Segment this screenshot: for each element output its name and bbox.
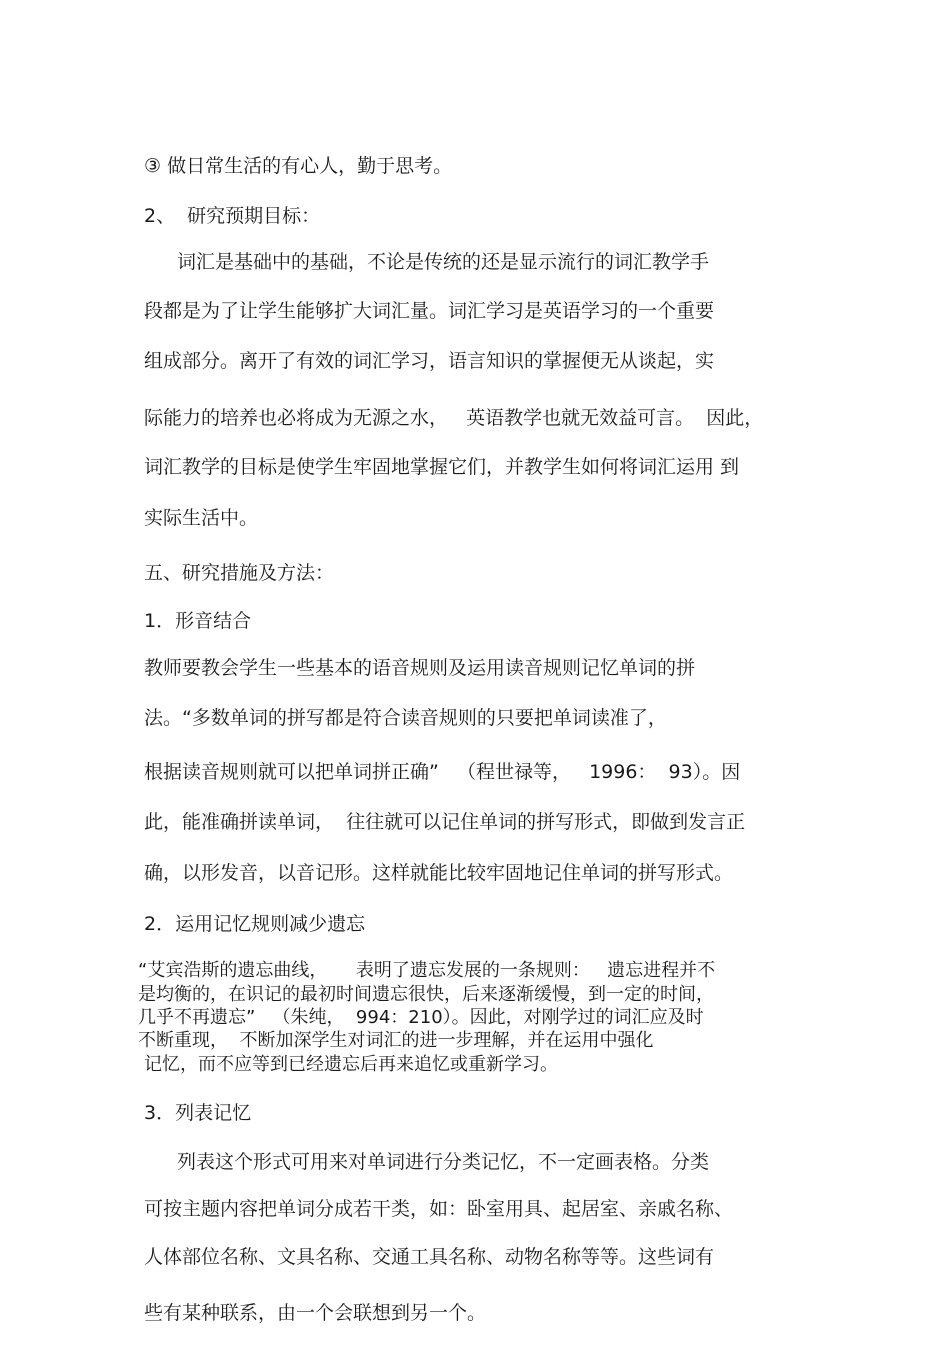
paragraph-line: 列表这个形式可用来对单词进行分类记忆，不一定画表格。分类 xyxy=(177,1151,710,1173)
paragraph-line: 确，以形发音，以音记形。这样就能比较牢固地记住单词的拼写形式。 xyxy=(144,862,734,884)
subheading-list-memory: 3．列表记忆 xyxy=(144,1102,252,1124)
quote-line: 是均衡的，在识记的最初时间遗忘很快，后来逐渐缓慢，到一定的时间， xyxy=(138,984,714,1005)
paragraph-line: 实际生活中。 xyxy=(144,507,259,529)
paragraph-line: 根据读音规则就可以把单词拼正确” （程世禄等， 1996： 93）。因 xyxy=(144,761,741,783)
paragraph-line: 人体部位名称、文具名称、交通工具名称、动物名称等等。这些词有 xyxy=(144,1246,715,1268)
quote-line: 几乎不再遗忘” （朱纯， 994：210）。因此，对刚学过的词汇应及时 xyxy=(138,1007,704,1028)
subheading-memory-rules: 2．运用记忆规则减少遗忘 xyxy=(144,913,366,935)
quote-line: “艾宾浩斯的遗忘曲线， 表明了遗忘发展的一条规则： 遗忘进程并不 xyxy=(138,960,716,981)
paragraph-line: 词汇是基础中的基础，不论是传统的还是显示流行的词汇教学手 xyxy=(177,251,710,273)
paragraph-line: 可按主题内容把单词分成若干类，如：卧室用具、起居室、亲戚名称、 xyxy=(144,1198,734,1220)
quote-line: 记忆，而不应等到已经遗忘后再来追忆或重新学习。 xyxy=(144,1054,558,1075)
section-heading-goal: 2、 研究预期目标： xyxy=(144,205,321,227)
paragraph-line: 词汇教学的目标是使学生牢固地掌握它们，并教学生如何将词汇运用 到 xyxy=(144,456,740,478)
paragraph-line: 教师要教会学生一些基本的语音规则及运用读音规则记忆单词的拼 xyxy=(144,657,696,679)
paragraph-line: 此，能准确拼读单词， 往往就可以记住单词的拼写形式，即做到发言正 xyxy=(144,811,746,833)
paragraph-line: 法。“多数单词的拼写都是符合读音规则的只要把单词读准了， xyxy=(144,707,667,729)
paragraph-line: 些有某种联系，由一个会联想到另一个。 xyxy=(144,1302,487,1324)
list-item-observe: ③ 做日常生活的有心人，勤于思考。 xyxy=(144,155,453,177)
quote-line: 不断重现， 不断加深学生对词汇的进一步理解，并在运用中强化 xyxy=(138,1030,654,1051)
section-heading-methods: 五、研究措施及方法： xyxy=(144,562,335,584)
paragraph-line: 际能力的培养也必将成为无源之水， 英语教学也就无效益可言。 因此， xyxy=(144,407,764,429)
paragraph-line: 组成部分。离开了有效的词汇学习，语言知识的掌握便无从谈起，实 xyxy=(144,350,715,372)
paragraph-line: 段都是为了让学生能够扩大词汇量。词汇学习是英语学习的一个重要 xyxy=(144,300,715,322)
subheading-shape-sound: 1．形音结合 xyxy=(144,610,252,632)
